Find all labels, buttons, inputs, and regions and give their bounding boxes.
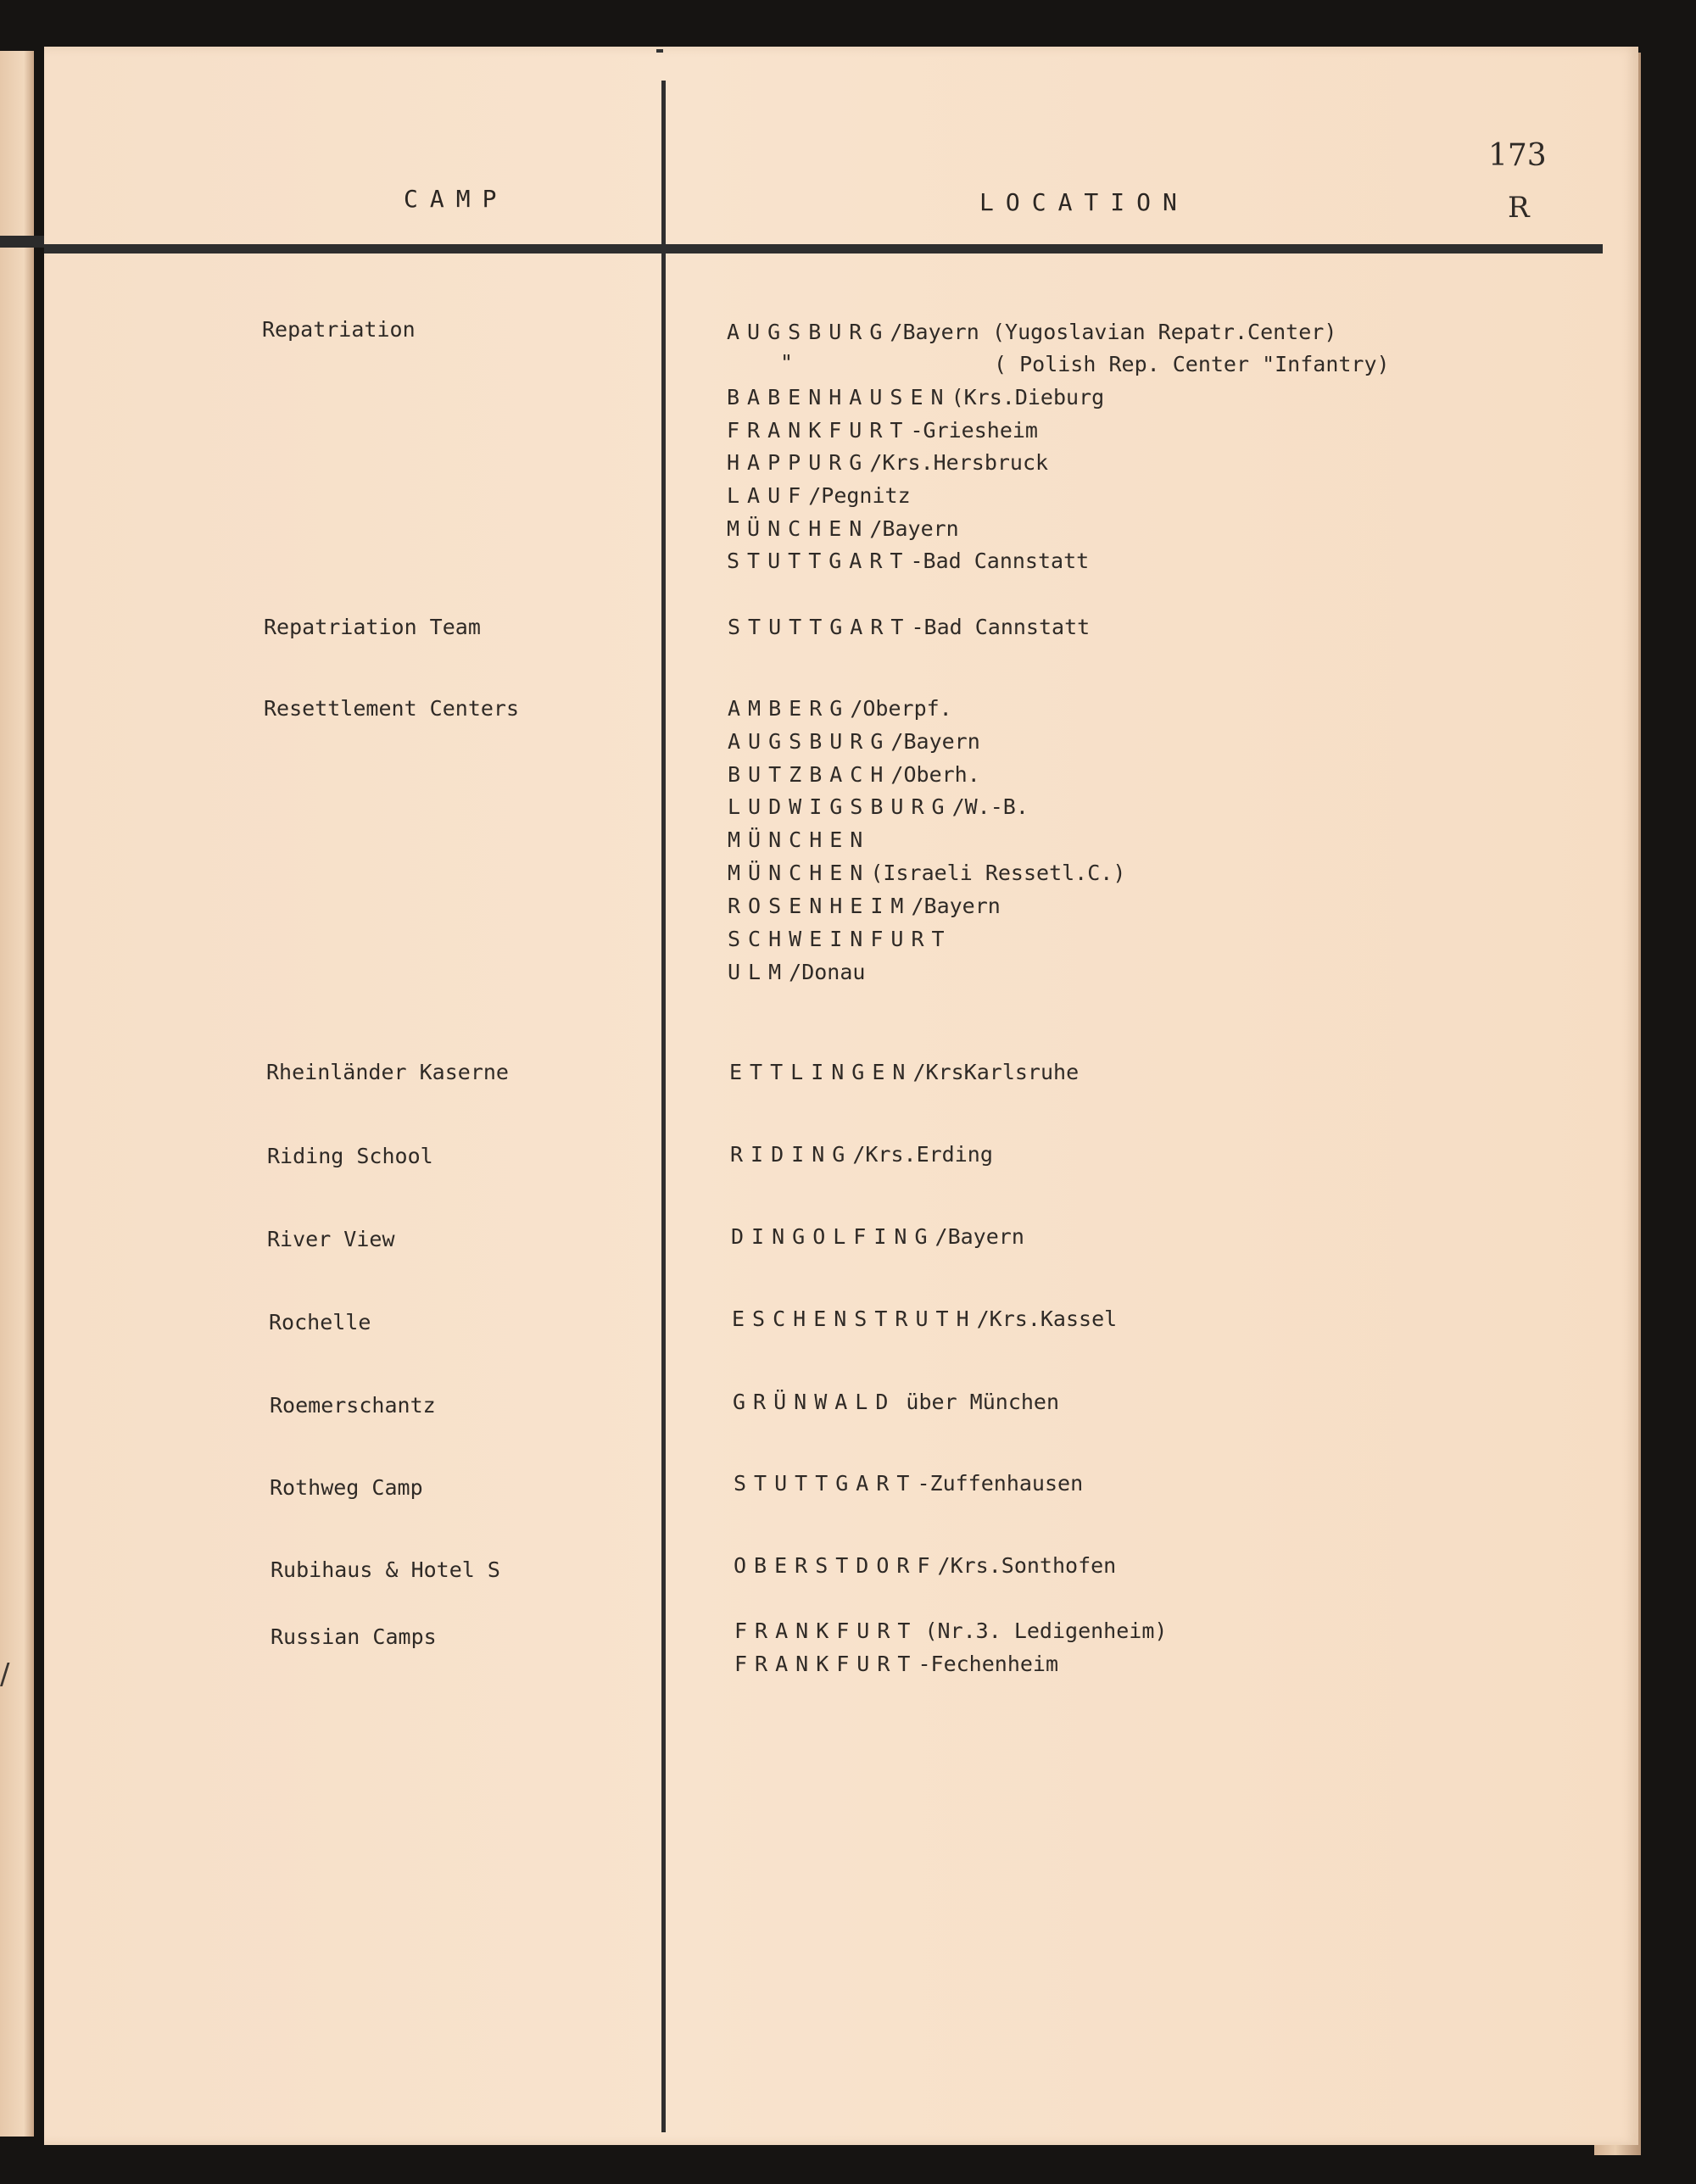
- location-line: [727, 549, 1089, 573]
- location-detail: /Bayern: [869, 516, 959, 541]
- location-line: [728, 615, 1090, 639]
- document-page: [44, 47, 1638, 2145]
- location-line: [731, 1224, 1024, 1249]
- location-city: ESCHENSTRUTH: [732, 1306, 977, 1331]
- location-line: [732, 1306, 1117, 1331]
- location-line: [727, 385, 1104, 410]
- location-city: ": [780, 350, 801, 375]
- camp-name: Rothweg Camp: [270, 1475, 423, 1500]
- location-city: ETTLINGEN: [729, 1060, 913, 1084]
- location-city: ULM: [728, 960, 789, 984]
- camp-name: Riding School: [267, 1144, 433, 1168]
- location-line: [734, 1618, 1167, 1643]
- left-page-rule: [0, 236, 51, 248]
- location-city: STUTTGART: [728, 615, 912, 639]
- location-detail: /Oberpf.: [850, 696, 952, 721]
- location-city: FRANKFURT: [734, 1652, 918, 1676]
- camp-name: Rheinländer Kaserne: [266, 1060, 509, 1084]
- location-line: [727, 450, 1048, 475]
- location-detail: -Zuffenhausen: [917, 1471, 1084, 1496]
- location-detail: /Oberh.: [890, 762, 980, 787]
- camp-name: Resettlement Centers: [264, 696, 520, 721]
- location-line: [734, 1652, 1058, 1676]
- camp-name: Repatriation Team: [264, 615, 481, 639]
- location-city: MÜNCHEN: [727, 516, 870, 541]
- location-line: [728, 729, 980, 754]
- location-detail: /KrsKarlsruhe: [912, 1060, 1080, 1084]
- location-city: OBERSTDORF: [734, 1553, 938, 1578]
- camp-name: Repatriation: [262, 317, 416, 342]
- camp-name: Rubihaus & Hotel S: [271, 1557, 500, 1582]
- location-detail: /Krs.Erding: [852, 1142, 993, 1167]
- location-detail: /Bayern: [911, 894, 1001, 918]
- location-line: [728, 927, 952, 951]
- left-page-edge: [0, 51, 34, 2137]
- header-location: LOCATION: [979, 188, 1189, 216]
- location-line: [727, 320, 979, 344]
- location-detail: /Krs.Hersbruck: [869, 450, 1049, 475]
- location-city: DINGOLFING: [731, 1224, 935, 1249]
- page-number: 173: [1488, 138, 1547, 173]
- location-line: [727, 516, 959, 541]
- location-detail: -Fechenheim: [918, 1652, 1059, 1676]
- location-line: [728, 794, 1029, 819]
- location-detail: /Krs.Kassel: [976, 1306, 1118, 1331]
- location-city: AMBERG: [728, 696, 851, 721]
- location-city: LUDWIGSBURG: [728, 794, 952, 819]
- location-line: [734, 1471, 1083, 1496]
- header-camp: CAMP: [404, 185, 509, 213]
- header-rule: [44, 244, 1603, 254]
- column-divider: [661, 81, 666, 2132]
- location-detail: (Nr.3. Ledigenheim): [924, 1618, 1168, 1643]
- left-page-mark: /: [0, 1658, 10, 1691]
- location-detail: /Bayern: [890, 729, 980, 754]
- location-city: LAUF: [727, 483, 809, 508]
- location-line: [728, 696, 952, 721]
- location-detail: (Israeli Ressetl.C.): [870, 861, 1126, 885]
- location-line: [727, 483, 911, 508]
- location-detail: /Bayern: [890, 320, 979, 344]
- top-tick-mark: [656, 49, 663, 53]
- camp-name: Russian Camps: [271, 1624, 437, 1649]
- location-city: HAPPURG: [727, 450, 870, 475]
- location-line: [733, 1390, 1059, 1414]
- location-detail: /Krs.Sonthofen: [937, 1553, 1117, 1578]
- location-line: [728, 762, 980, 787]
- location-city: STUTTGART: [727, 549, 911, 573]
- location-detail: /W.-B.: [951, 794, 1029, 819]
- location-line: [728, 894, 1001, 918]
- location-detail: /Bayern: [934, 1224, 1024, 1249]
- camp-name: River View: [267, 1227, 395, 1251]
- camp-name: Roemerschantz: [270, 1393, 436, 1418]
- location-city: GRÜNWALD: [733, 1390, 896, 1414]
- location-city: MÜNCHEN: [728, 861, 871, 885]
- location-detail: (Krs.Dieburg: [951, 385, 1105, 410]
- location-note: ( Polish Rep. Center "Infantry): [994, 352, 1390, 376]
- location-line: [729, 1060, 1079, 1084]
- location-line: [727, 418, 1038, 443]
- location-detail: über München: [906, 1390, 1060, 1414]
- location-city: STUTTGART: [734, 1471, 918, 1496]
- location-city: BUTZBACH: [728, 762, 891, 787]
- location-note: (Yugoslavian Repatr.Center): [992, 320, 1337, 344]
- location-detail: /Donau: [789, 960, 866, 984]
- location-city: BABENHAUSEN: [727, 385, 951, 410]
- location-detail: -Bad Cannstatt: [911, 615, 1091, 639]
- location-city: RIDING: [730, 1142, 853, 1167]
- location-detail: -Griesheim: [910, 418, 1038, 443]
- camp-name: Rochelle: [269, 1310, 371, 1334]
- location-city: ROSENHEIM: [728, 894, 912, 918]
- location-city: FRANKFURT: [727, 418, 911, 443]
- location-line: [730, 1142, 993, 1167]
- page-letter: R: [1508, 191, 1530, 225]
- location-city: AUGSBURG: [727, 320, 890, 344]
- location-detail: /Pegnitz: [808, 483, 911, 508]
- location-detail: -Bad Cannstatt: [910, 549, 1090, 573]
- location-city: SCHWEINFURT: [728, 927, 952, 951]
- location-line: [728, 827, 870, 852]
- location-line: [780, 350, 801, 375]
- location-city: AUGSBURG: [728, 729, 891, 754]
- location-line: [728, 861, 1125, 885]
- location-city: FRANKFURT: [734, 1618, 918, 1643]
- location-city: MÜNCHEN: [728, 827, 871, 852]
- location-line: [734, 1553, 1116, 1578]
- location-line: [728, 960, 865, 984]
